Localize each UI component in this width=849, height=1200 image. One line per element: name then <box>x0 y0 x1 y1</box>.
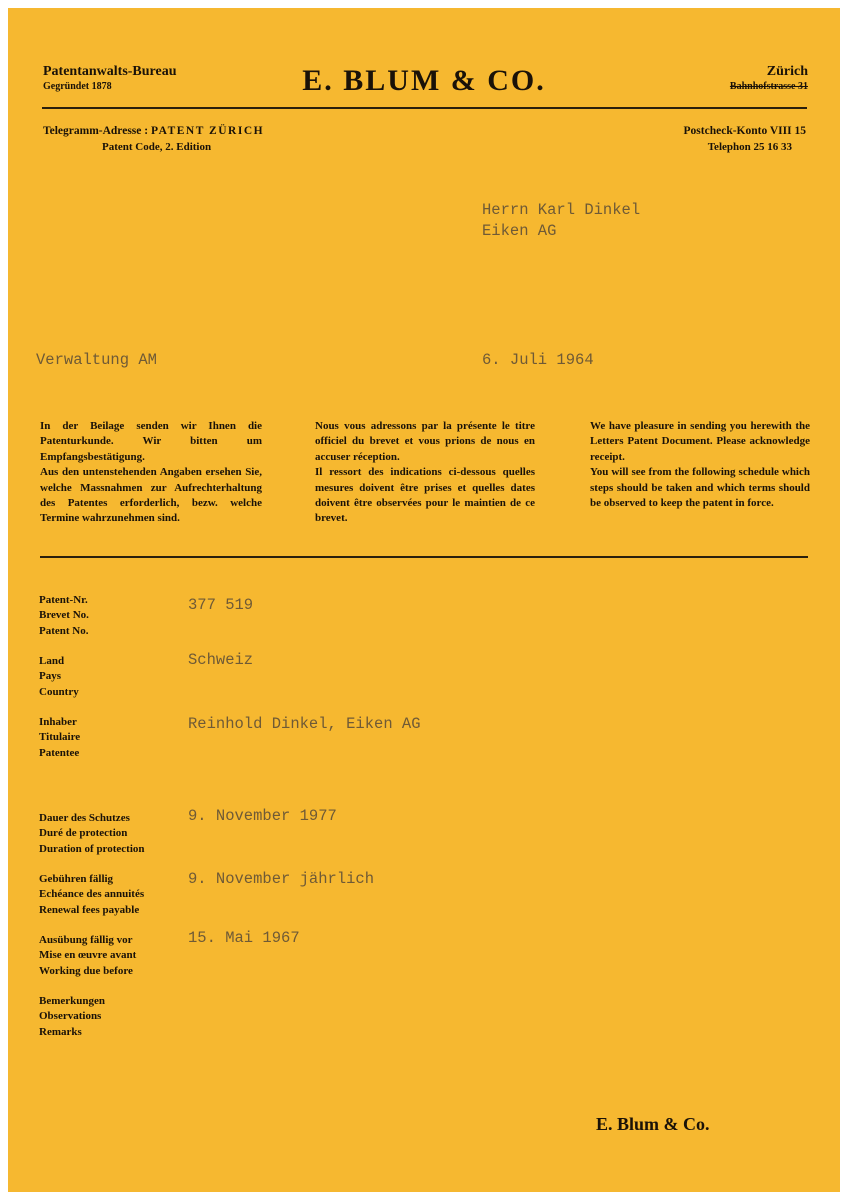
letter-sheet <box>8 8 840 1192</box>
department: Verwaltung AM <box>36 351 157 369</box>
label-en: Patent No. <box>39 624 89 637</box>
label-en: Renewal fees payable <box>39 903 140 916</box>
label-fr: Mise en œuvre avant <box>39 949 137 962</box>
intro-french <box>315 419 535 527</box>
postcheck-account: Postcheck-Konto VIII 15 <box>683 125 806 137</box>
city: Zürich <box>766 64 808 79</box>
brand-name: E. BLUM & CO. <box>302 64 546 97</box>
working-value: 15. Mai 1967 <box>188 929 300 947</box>
patentee-label <box>39 715 80 761</box>
intro-german <box>40 419 262 527</box>
patentee-value: Reinhold Dinkel, Eiken AG <box>188 715 421 733</box>
duration-value: 9. November 1977 <box>188 807 337 825</box>
label-en: Country <box>39 685 79 698</box>
label-de: Dauer des Schutzes <box>39 812 130 824</box>
label-de: Ausübung fällig vor <box>39 934 133 946</box>
country-value: Schweiz <box>188 651 254 669</box>
label-fr: Pays <box>39 670 61 683</box>
label-en: Working due before <box>39 964 133 977</box>
telephone: Telephon 25 16 33 <box>707 141 792 153</box>
header-divider <box>42 107 807 109</box>
recipient-line1: Herrn Karl Dinkel <box>482 201 641 219</box>
label-de: Inhaber <box>39 716 77 728</box>
working-label <box>39 933 136 979</box>
label-en: Duration of protection <box>39 842 145 855</box>
office-title: Patentanwalts-Bureau <box>43 64 177 79</box>
label-fr: Brevet No. <box>39 609 89 622</box>
intro-english <box>590 419 810 511</box>
label-fr: Duré de protection <box>39 827 128 840</box>
label-en: Patentee <box>39 746 80 759</box>
letter-date: 6. Juli 1964 <box>482 351 594 369</box>
telegram-value: PATENT ZÜRICH <box>150 125 265 137</box>
patent-code: Patent Code, 2. Edition <box>102 141 212 153</box>
signature: E. Blum & Co. <box>596 1114 710 1134</box>
patent-no-value: 377 519 <box>188 596 254 614</box>
intro-de-p1: In der Beilage senden wir Ihnen die Patenturkunde. Wir bitten um Empfangsbestätigung. <box>40 420 262 463</box>
intro-en-p1: We have pleasure in sending you herewith the Letters Patent Document. Please acknowledge receipt. <box>590 420 810 463</box>
label-fr: Observations <box>39 1010 102 1023</box>
remarks-label <box>39 994 105 1040</box>
label-de: Land <box>39 655 65 667</box>
section-divider <box>40 556 808 558</box>
telegram-address <box>43 125 264 137</box>
telegram-label: Telegramm-Adresse : <box>43 125 149 137</box>
intro-fr-p2: Il ressort des indications ci-dessous quelles mesures doivent être prises et quelles dates doivent être observées pour le maintien de ce brevet. <box>315 466 535 525</box>
label-fr: Titulaire <box>39 731 81 744</box>
duration-label <box>39 811 145 857</box>
label-de: Patent-Nr. <box>39 594 88 606</box>
founded-note: Gegründet 1878 <box>43 81 112 92</box>
label-fr: Echéance des annuités <box>39 888 145 901</box>
label-de: Gebühren fällig <box>39 873 114 885</box>
recipient-address <box>482 200 640 242</box>
street-address: Bahnhofstrasse 31 <box>729 81 808 92</box>
intro-fr-p1: Nous vous adressons par la présente le titre officiel du brevet et vous prions de nous en accuser réception. <box>315 420 535 463</box>
intro-de-p2: Aus den untenstehenden Angaben ersehen Sie, welche Massnahmen zur Aufrechterhaltung des Patentes erforderlich, bezw. welche Termine wahrzunehmen sind. <box>40 466 262 525</box>
country-label <box>39 654 79 700</box>
label-de: Bemerkungen <box>39 995 105 1007</box>
fees-label <box>39 872 144 918</box>
recipient-line2: Eiken AG <box>482 222 557 240</box>
fees-value: 9. November jährlich <box>188 870 375 888</box>
patent-no-label <box>39 593 89 639</box>
intro-en-p2: You will see from the following schedule which steps should be taken and which terms should be observed to keep the patent in force. <box>590 466 810 510</box>
label-en: Remarks <box>39 1025 82 1038</box>
